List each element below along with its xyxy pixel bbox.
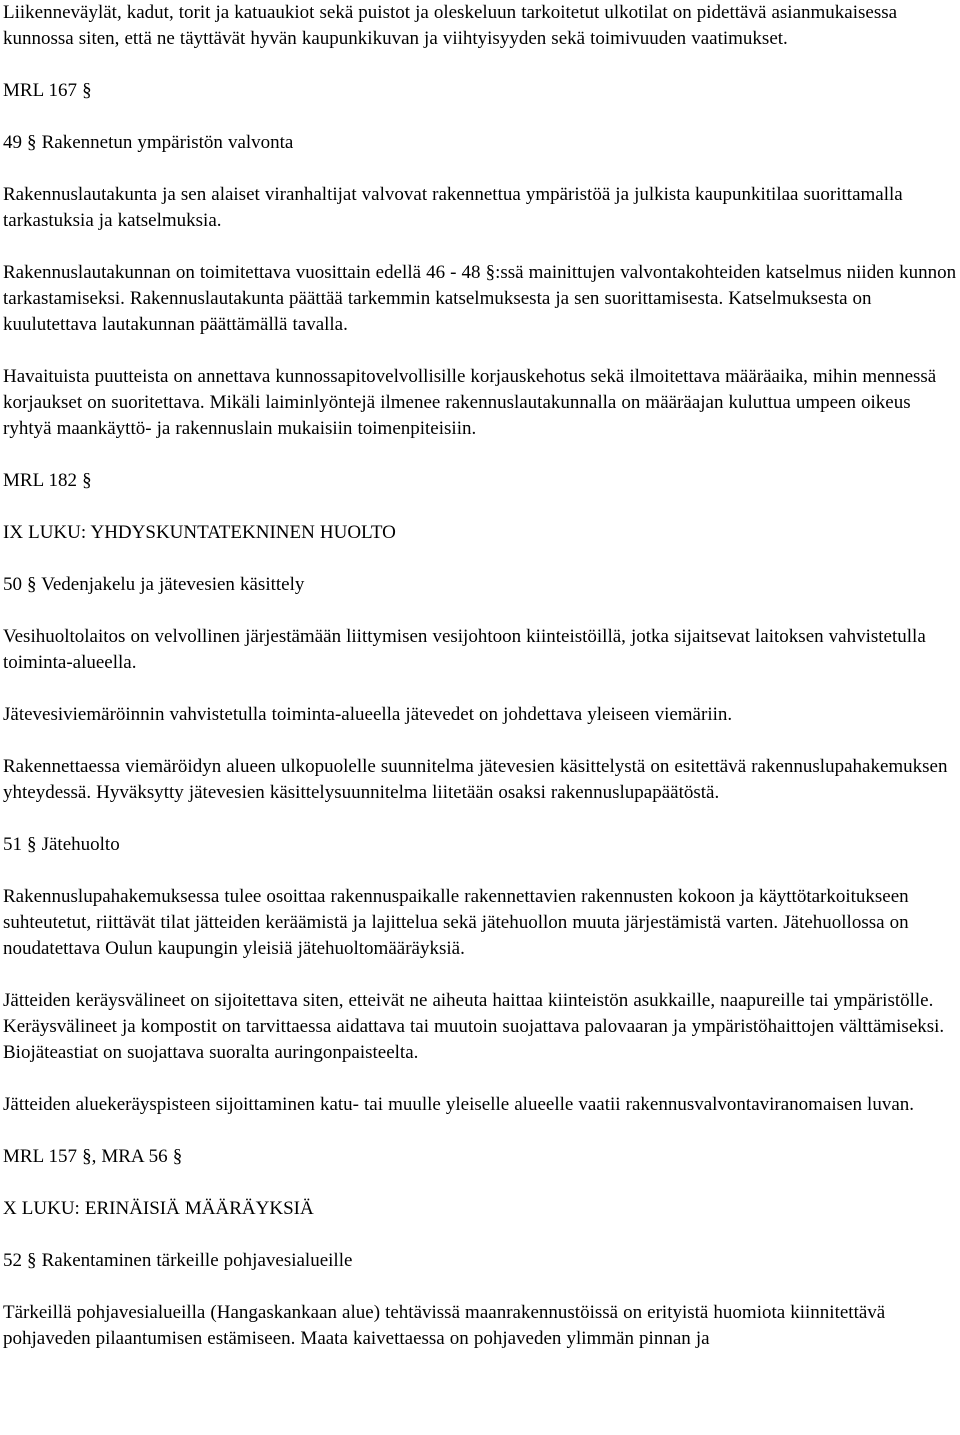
chapter-heading-x: X LUKU: ERINÄISIÄ MÄÄRÄYKSIÄ <box>3 1198 314 1219</box>
paragraph-annual-inspection: Rakennuslautakunnan on toimitettava vuosittain edellä 46 - 48 §:ssä mainittujen valvontakohteiden katselmus niiden kunnon tarkastamiseksi. Rakennuslautakunta päättää tarkemmin katselmuksesta ja sen suorittamisesta. Katselmuksesta on kuulutettava lautakunnan päättämällä tavalla. <box>3 262 957 335</box>
section-heading-49: 49 § Rakennetun ympäristön valvonta <box>3 132 294 153</box>
paragraph-sewerage: Jätevesiviemäröinnin vahvistetulla toiminta-alueella jätevedet on johdettava yleiseen viemäriin. <box>3 704 733 725</box>
paragraph-supervision: Rakennuslautakunta ja sen alaiset viranhaltijat valvovat rakennettua ympäristöä ja julkista kaupunkitilaa suorittamalla tarkastuksia ja katselmuksia. <box>3 184 903 231</box>
paragraph-waste-space: Rakennuslupahakemuksessa tulee osoittaa rakennuspaikalle rakennettavien rakennusten kokoon ja käyttötarkoitukseen suhteutetut, riittävät tilat jätteiden keräämistä ja lajittelua sekä jätehuollon muuta järjestämistä varten. Jätehuollossa on noudatettava Oulun kaupungin yleisiä jätehuoltomääräyksiä. <box>3 886 909 959</box>
paragraph-deficiencies: Havaituista puutteista on annettava kunnossapitovelvollisille korjauskehotus sekä ilmoitettava määräaika, mihin mennessä korjaukset on suoritettava. Mikäli laiminlyöntejä ilmenee rakennuslautakunnalla on määräajan kuluttua umpeen oikeus ryhtyä maankäyttö- ja rakennuslain mukaisiin toimenpiteisiin. <box>3 366 937 439</box>
reference-mrl-182: MRL 182 § <box>3 470 92 491</box>
document-body <box>3 0 959 1352</box>
paragraph-wastewater-plan: Rakennettaessa viemäröidyn alueen ulkopuolelle suunnitelma jätevesien käsittelystä on esitettävä rakennuslupahakemuksen yhteydessä. Hyväksytty jätevesien käsittelysuunnitelma liitetään osaksi rakennuslupapäätöstä. <box>3 756 948 803</box>
paragraph-collection-points: Jätteiden aluekeräyspisteen sijoittaminen katu- tai muulle yleiselle alueelle vaatii rakennusvalvontaviranomaisen luvan. <box>3 1094 915 1115</box>
section-heading-51: 51 § Jätehuolto <box>3 834 120 855</box>
section-heading-50: 50 § Vedenjakelu ja jätevesien käsittely <box>3 574 305 595</box>
paragraph-groundwater: Tärkeillä pohjavesialueilla (Hangaskankaan alue) tehtävissä maanrakennustöissä on erityistä huomiota kiinnitettävä pohjaveden pilaantumisen estämiseen. Maata kaivettaessa on pohjaveden ylimmän pinnan ja <box>3 1302 886 1349</box>
reference-mrl-167: MRL 167 § <box>3 80 92 101</box>
paragraph-street-maintenance: Liikenneväylät, kadut, torit ja katuaukiot sekä puistot ja oleskeluun tarkoitetut ulkotilat on pidettävä asianmukaisessa kunnossa siten, että ne täyttävät hyvän kaupunkikuvan ja viihtyisyyden sekä toimivuuden vaatimukset. <box>3 2 898 49</box>
section-heading-52: 52 § Rakentaminen tärkeille pohjavesialueille <box>3 1250 353 1271</box>
reference-mrl-157-mra-56: MRL 157 §, MRA 56 § <box>3 1146 183 1167</box>
paragraph-water-utility: Vesihuoltolaitos on velvollinen järjestämään liittymisen vesijohtoon kiinteistöillä, jotka sijaitsevat laitoksen vahvistetulla toiminta-alueella. <box>3 626 926 673</box>
chapter-heading-ix: IX LUKU: YHDYSKUNTATEKNINEN HUOLTO <box>3 522 396 543</box>
paragraph-collection-containers: Jätteiden keräysvälineet on sijoitettava siten, etteivät ne aiheuta haittaa kiinteistön asukkaille, naapureille tai ympäristölle. Keräysvälineet ja kompostit on tarvittaessa aidattava tai muutoin suojattava palovaaran ja ympäristöhaittojen välttämiseksi. Biojäteastiat on suojattava suoralta auringonpaisteelta. <box>3 990 945 1063</box>
